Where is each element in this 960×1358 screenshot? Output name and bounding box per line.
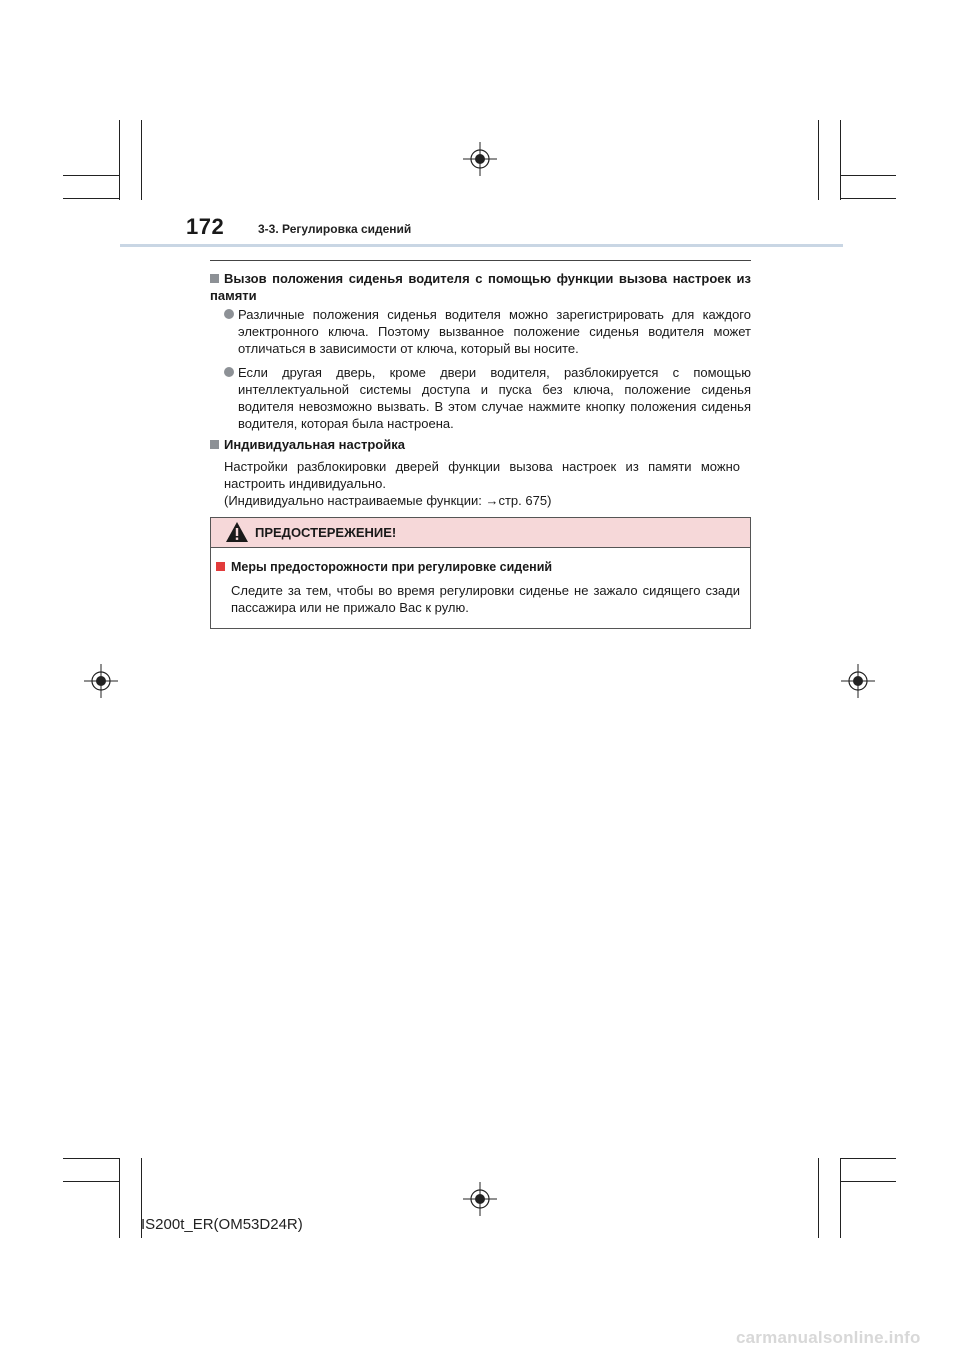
list-item [224,364,751,432]
crop-mark [63,198,119,199]
section-heading-customization [210,436,751,453]
warning-triangle-icon [225,521,249,543]
section-heading-text: Индивидуальная настройка [224,437,405,452]
customization-reference [224,492,740,509]
caution-title: ПРЕДОСТЕРЕЖЕНИЕ! [255,525,397,540]
caution-body: Следите за тем, чтобы во время регулировки сиденье не зажало сидящего сзади пассажира или не прижало Вас к рулю. [231,583,740,615]
caution-box [210,517,751,629]
section-heading-memory-recall [210,270,751,304]
customization-text: Настройки разблокировки дверей функции вызова настроек из памяти можно настроить индивидуально. [224,459,740,491]
page-reference-link[interactable]: стр. 675) [498,493,552,508]
header-rule [120,244,843,247]
caution-heading [216,560,552,574]
crosshair-target-icon [84,664,118,698]
crop-mark [840,175,896,176]
gray-square-icon [210,440,219,449]
customization-paragraph [224,458,740,509]
section-heading-text: Вызов положения сиденья водителя с помощью функции вызова настроек из памяти [210,271,751,303]
crop-mark [63,1181,119,1182]
arrow-right-icon: → [485,493,499,508]
crop-mark [840,120,841,200]
watermark: carmanualsonline.info [736,1328,921,1347]
crop-mark [840,198,896,199]
gray-circle-icon [224,309,234,319]
crop-mark [818,1158,819,1238]
reference-prefix: (Индивидуально настраиваемые функции: [224,493,486,508]
red-square-icon [216,562,225,571]
crop-mark [840,1158,896,1159]
gray-square-icon [210,274,219,283]
crosshair-target-icon [463,1182,497,1216]
caution-heading-text: Меры предосторожности при регулировке сидений [231,560,553,574]
crop-mark [141,120,142,200]
gray-circle-icon [224,367,234,377]
crop-mark [818,120,819,200]
list-item-text: Различные положения сиденья водителя можно зарегистрировать для каждого электронного ключа. Поэтому вызванное положение сиденья водителя может отличаться в зависимости от ключа, который вы носите. [238,307,751,356]
crop-mark [63,175,119,176]
document-code: IS200t_ER(OM53D24R) [141,1216,303,1233]
crop-mark [63,1158,119,1159]
crosshair-target-icon [841,664,875,698]
crosshair-target-icon [463,142,497,176]
content-divider [210,260,751,261]
section-title: 3-3. Регулировка сидений [258,222,412,236]
caution-header [211,518,750,548]
crop-mark [119,120,120,200]
list-item-text: Если другая дверь, кроме двери водителя, разблокируется с помощью интеллектуальной системы доступа и пуска без ключа, положение сиденья водителя невозможно вызвать. В этом случае нажмите кнопку положения сиденья водителя, которая была настроена. [238,365,751,431]
page-number: 172 [186,214,225,239]
crop-mark [119,1158,120,1238]
crop-mark [840,1158,841,1238]
list-item [224,306,751,357]
crop-mark [840,1181,896,1182]
